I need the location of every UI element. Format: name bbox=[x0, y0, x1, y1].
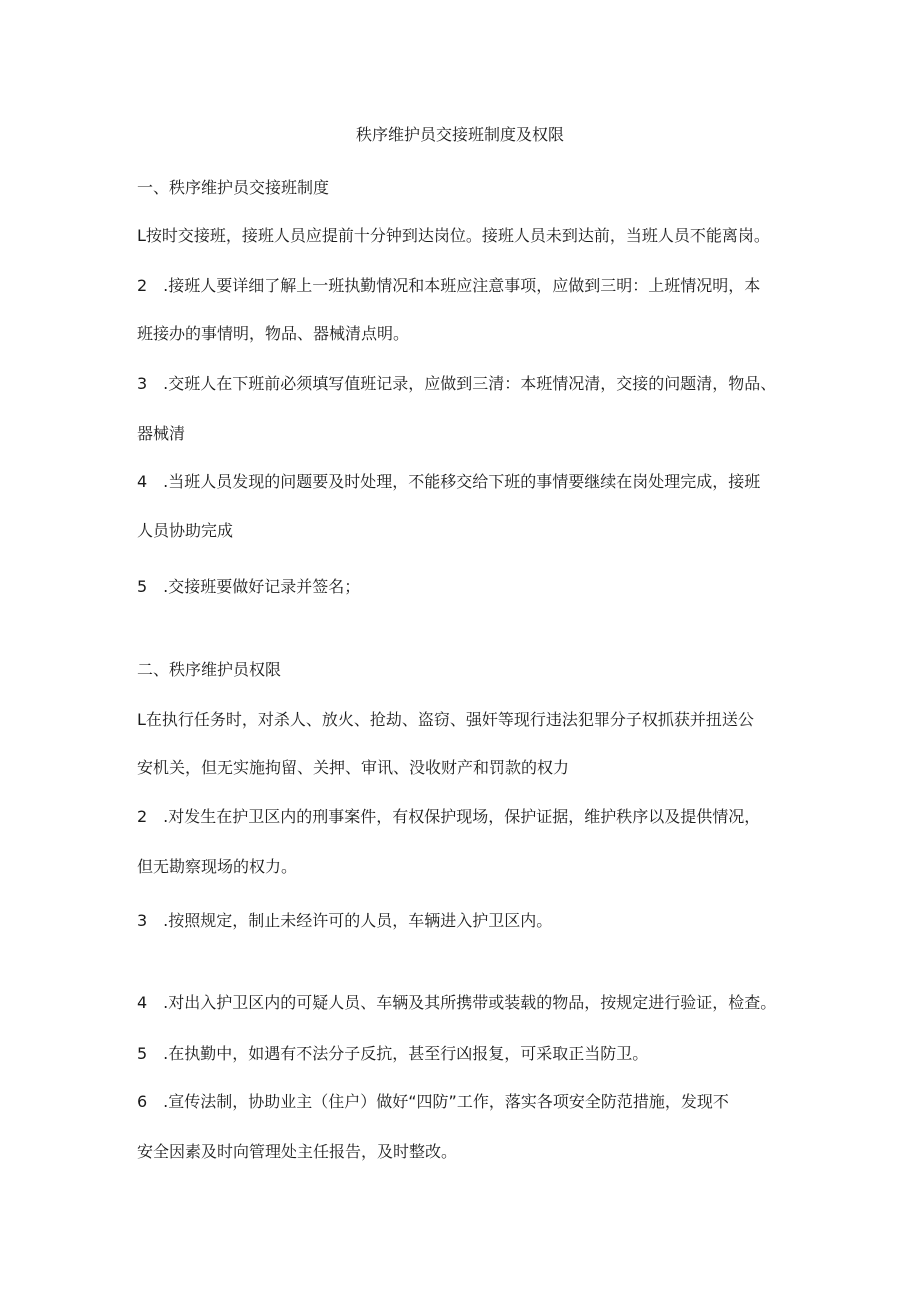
section2-line: 安机关，但无实施拘留、关押、审讯、没收财产和罚款的权力 bbox=[137, 758, 570, 777]
section1-line: 4 .当班人员发现的问题要及时处理，不能移交给下班的事情要继续在岗处理完成，接班 bbox=[137, 472, 761, 491]
section2-line: 3 .按照规定，制止未经许可的人员，车辆进入护卫区内。 bbox=[137, 911, 553, 930]
section2-line: 5 .在执勤中，如遇有不法分子反抗，甚至行凶报复，可采取正当防卫。 bbox=[137, 1044, 649, 1063]
section1-line: 2 .接班人要详细了解上一班执勤情况和本班应注意事项，应做到三明：上班情况明，本 bbox=[137, 276, 761, 295]
section2-line: 但无勘察现场的权力。 bbox=[137, 857, 298, 876]
section1-line: 器械清 bbox=[137, 424, 186, 443]
section1-line: 3 .交班人在下班前必须填写值班记录，应做到三清：本班情况清，交接的问题清，物品、 bbox=[137, 374, 777, 393]
section1-heading: 一、秩序维护员交接班制度 bbox=[137, 178, 330, 197]
document-title: 秩序维护员交接班制度及权限 bbox=[355, 125, 564, 144]
section2-line: 2 .对发生在护卫区内的刑事案件，有权保护现场，保护证据，维护秩序以及提供情况， bbox=[137, 807, 761, 826]
section2-line: 4 .对出入护卫区内的可疑人员、车辆及其所携带或装载的物品，按规定进行验证，检查。 bbox=[137, 993, 777, 1012]
section1-line: 5 .交接班要做好记录并签名； bbox=[137, 577, 361, 596]
section1-line: 班接办的事情明，物品、器械清点明。 bbox=[137, 324, 410, 343]
section1-line: 人员协助完成 bbox=[137, 521, 234, 540]
section1-line: L按时交接班，接班人员应提前十分钟到达岗位。接班人员未到达前，当班人员不能离岗。 bbox=[137, 226, 770, 245]
section2-line: L在执行任务时，对杀人、放火、抢劫、盗窃、强奸等现行违法犯罪分子权抓获并扭送公 bbox=[137, 710, 754, 729]
section2-line: 6 .宣传法制，协助业主（住户）做好“四防”工作，落实各项安全防范措施，发现不 bbox=[137, 1092, 729, 1111]
section2-heading: 二、秩序维护员权限 bbox=[137, 660, 282, 679]
section2-line: 安全因素及时向管理处主任报告，及时整改。 bbox=[137, 1142, 458, 1161]
